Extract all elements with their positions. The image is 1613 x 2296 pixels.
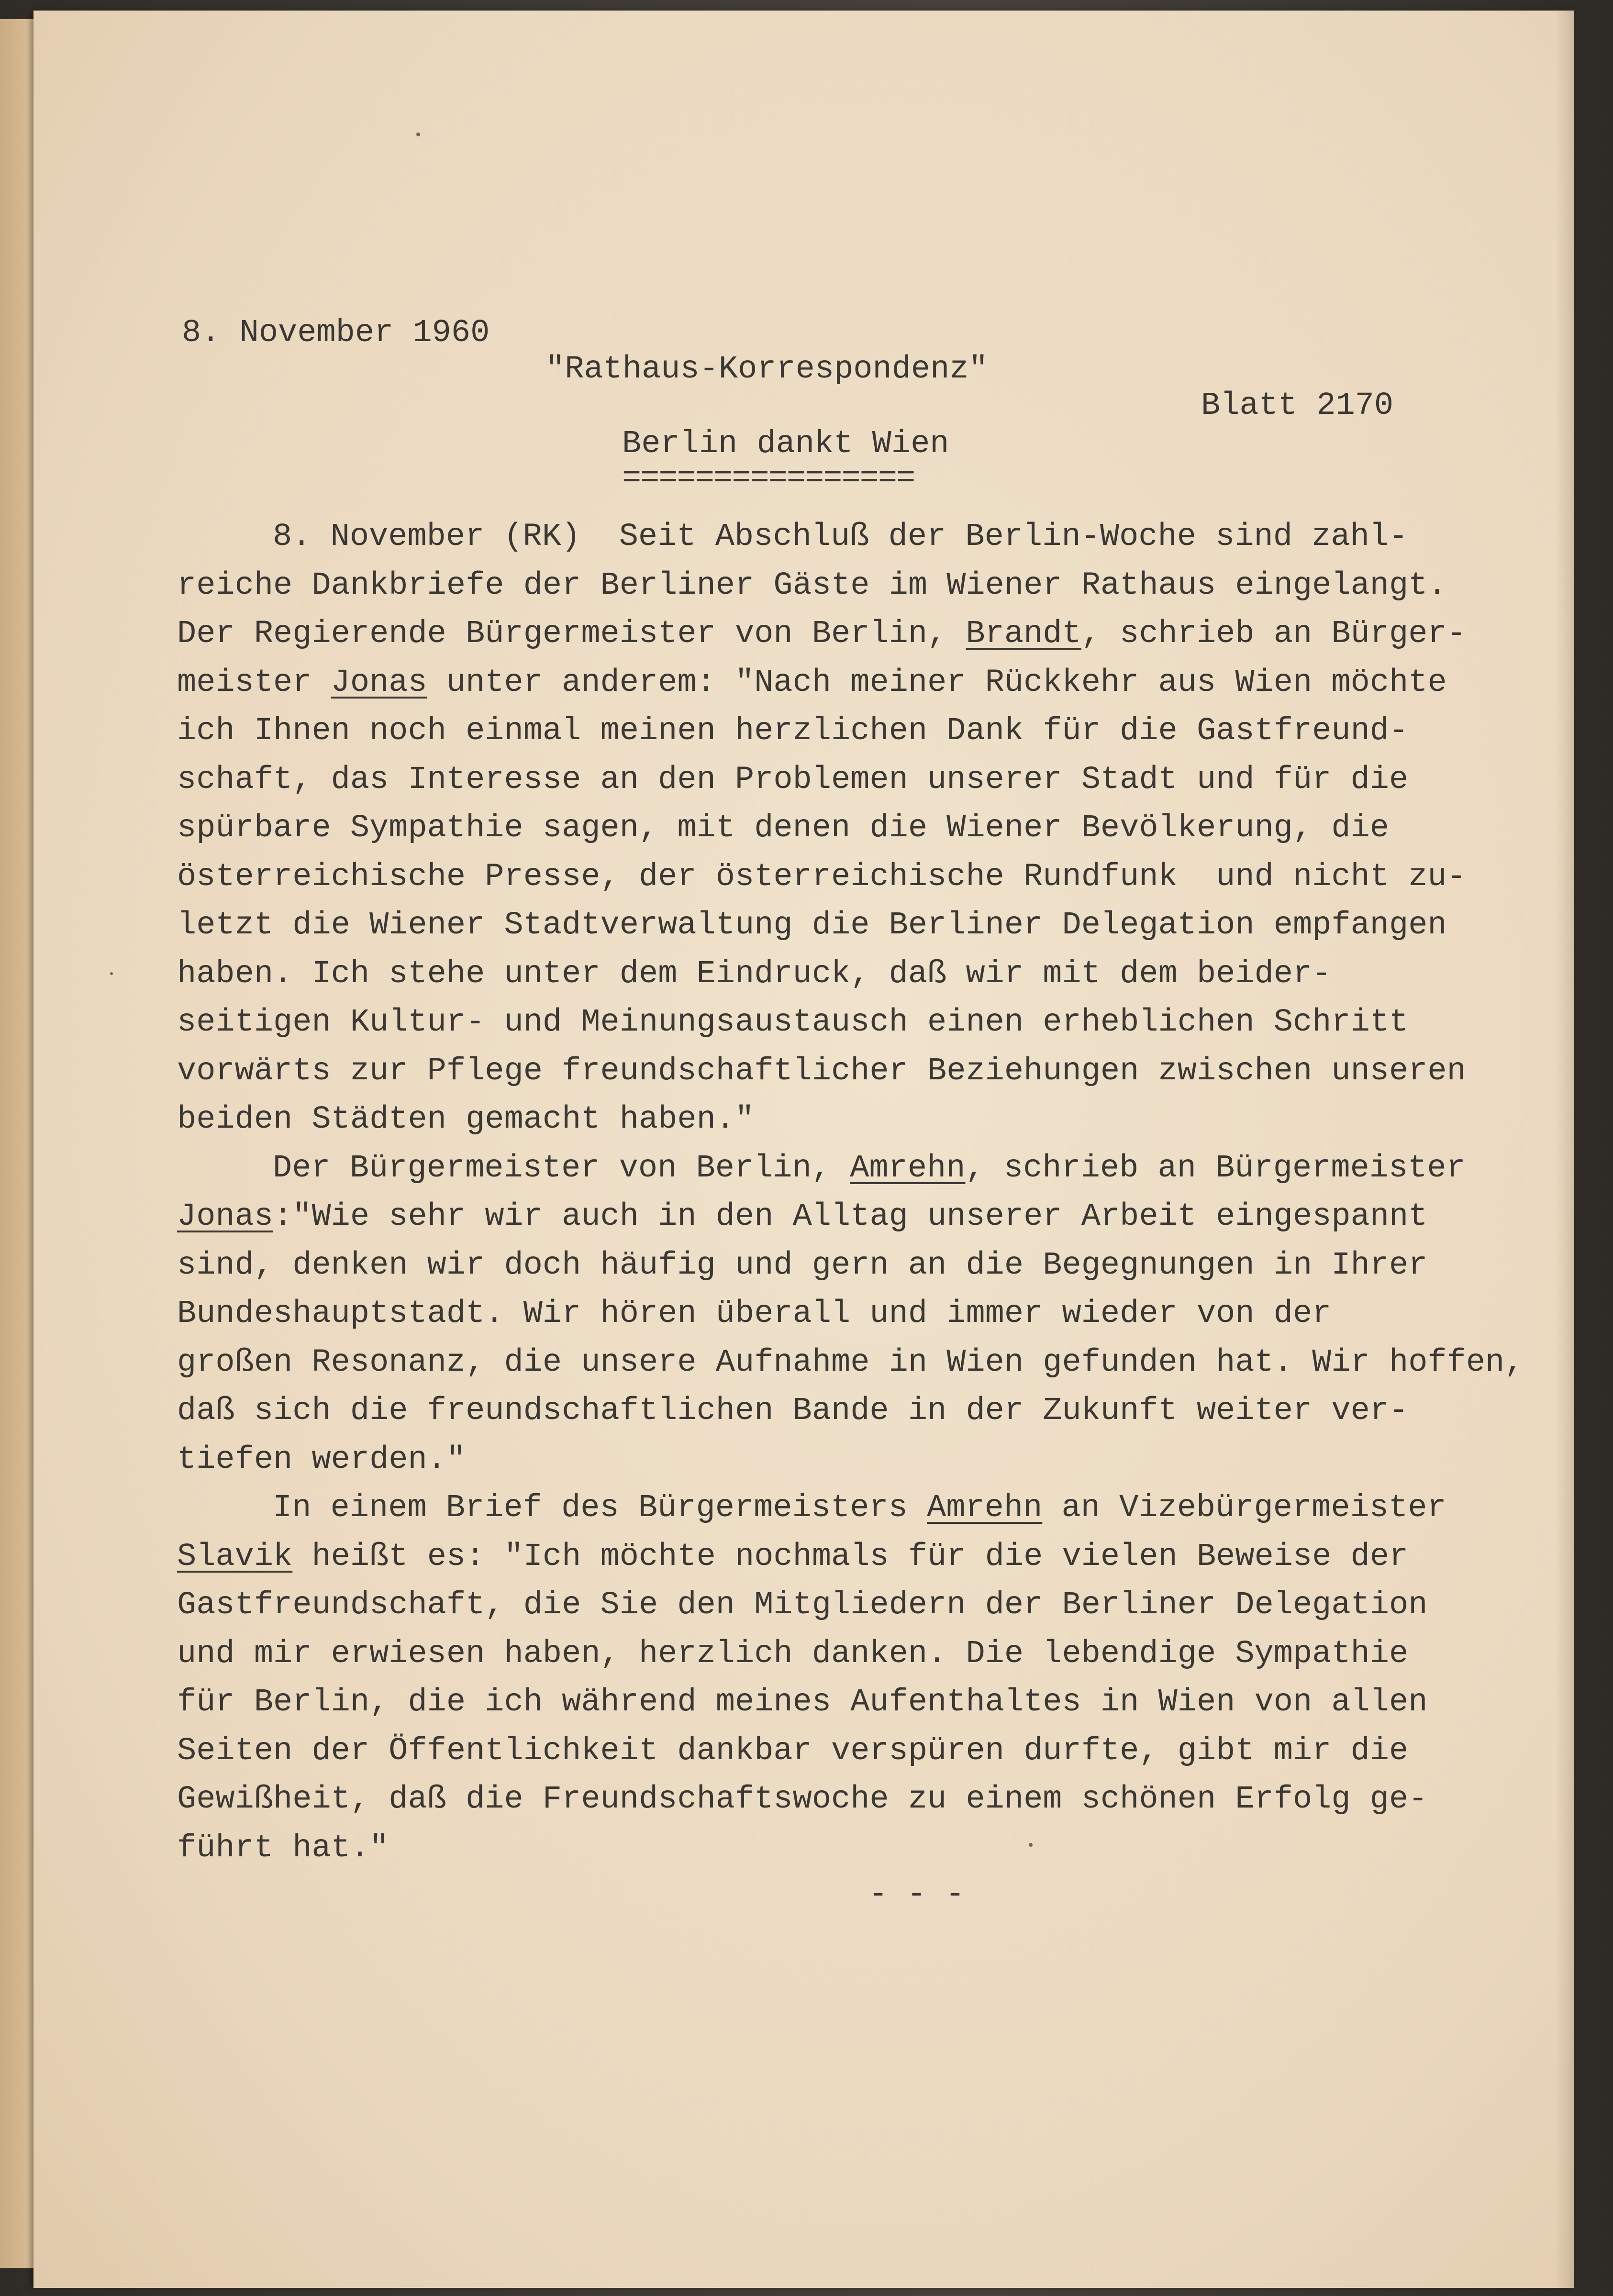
body-line: tiefen werden." (177, 1441, 466, 1478)
page-header (144, 278, 1555, 424)
body-text: , schrieb an Bürgermeister (965, 1150, 1466, 1187)
body-text: In einem Brief des Bürgermeisters (273, 1490, 927, 1526)
article-title: Berlin dankt Wien (622, 426, 949, 462)
body-text: Der Bürgermeister von Berlin, (273, 1150, 850, 1187)
body-line (177, 1533, 1565, 1582)
underlined-name: Amrehn (850, 1150, 966, 1187)
body-line (177, 1193, 1565, 1242)
body-line: beiden Städten gemacht haben." (177, 1101, 755, 1138)
body-line: sind, denken wir doch häufig und gern an die Begegnungen in Ihrer (177, 1247, 1428, 1284)
body-text: meister (177, 664, 331, 701)
underlined-name: Jonas (331, 664, 427, 701)
paper-speck (110, 972, 113, 975)
header-sheet-number: Blatt 2170 (1201, 388, 1394, 424)
body-line: und mir erwiesen haben, herzlich danken. Die lebendige Sympathie (177, 1635, 1409, 1672)
body-line: haben. Ich stehe unter dem Eindruck, daß wir mit dem beider- (177, 955, 1332, 992)
body-line (177, 659, 1565, 708)
body-line: Gastfreundschaft, die Sie den Mitgliedern der Berliner Delegation (177, 1587, 1428, 1623)
body-text: :"Wie sehr wir auch in den Alltag unserer Arbeit eingespannt (273, 1198, 1428, 1235)
body-line: seitigen Kultur- und Meinungsaustausch einen erheblichen Schritt (177, 1004, 1409, 1041)
body-line: reiche Dankbriefe der Berliner Gäste im Wiener Rathaus eingelangt. (177, 567, 1447, 604)
body-text: unter anderem: "Nach meiner Rückkehr aus Wien möchte (427, 664, 1447, 701)
body-line: Gewißheit, daß die Freundschaftswoche zu einem schönen Erfolg ge- (177, 1781, 1428, 1818)
underlined-name: Amrehn (927, 1490, 1043, 1526)
document-page (33, 11, 1574, 2288)
end-of-article-mark: - - - (868, 1876, 965, 1913)
body-line: großen Resonanz, die unsere Aufnahme in Wien gefunden hat. Wir hoffen, (177, 1344, 1524, 1381)
underlined-name: Jonas (177, 1198, 274, 1235)
article-body (177, 513, 1565, 1873)
underlined-name: Slavik (177, 1538, 293, 1575)
body-text: heißt es: "Ich möchte nochmals für die vielen Beweise der (292, 1538, 1409, 1575)
body-line (177, 610, 1565, 659)
body-line: ich Ihnen noch einmal meinen herzlichen Dank für die Gastfreund- (177, 713, 1409, 749)
body-line: vorwärts zur Pflege freundschaftlicher Beziehungen zwischen unseren (177, 1053, 1466, 1089)
title-underline-rule: ================ (622, 460, 915, 497)
header-publication: "Rathaus-Korrespondenz" (545, 351, 988, 388)
body-text: an Vizebürgermeister (1042, 1490, 1446, 1526)
body-line: österreichische Presse, der österreichische Rundfunk und nicht zu- (177, 858, 1466, 895)
body-line: 8. November (RK) Seit Abschluß der Berlin-Woche sind zahl- (273, 519, 1408, 555)
underlined-name: Brandt (966, 616, 1081, 652)
body-line: letzt die Wiener Stadtverwaltung die Berliner Delegation empfangen (177, 907, 1447, 943)
paper-speck (416, 133, 420, 136)
body-line: Bundeshauptstadt. Wir hören überall und immer wieder von der (177, 1296, 1332, 1332)
body-text: Der Regierende Bürgermeister von Berlin, (177, 616, 966, 652)
body-line: spürbare Sympathie sagen, mit denen die Wiener Bevölkerung, die (177, 810, 1390, 846)
header-date: 8. November 1960 (182, 315, 490, 351)
body-line (177, 1144, 1565, 1193)
body-line: Seiten der Öffentlichkeit dankbar verspüren durfte, gibt mir die (177, 1732, 1409, 1769)
body-line: schaft, das Interesse an den Problemen unserer Stadt und für die (177, 761, 1409, 798)
body-line: führt hat." (177, 1830, 389, 1866)
body-line: für Berlin, die ich während meines Aufenthaltes in Wien von allen (177, 1684, 1428, 1720)
body-text: , schrieb an Bürger- (1081, 616, 1466, 652)
body-line: daß sich die freundschaftlichen Bande in der Zukunft weiter ver- (177, 1393, 1409, 1429)
body-line (177, 1484, 1565, 1533)
